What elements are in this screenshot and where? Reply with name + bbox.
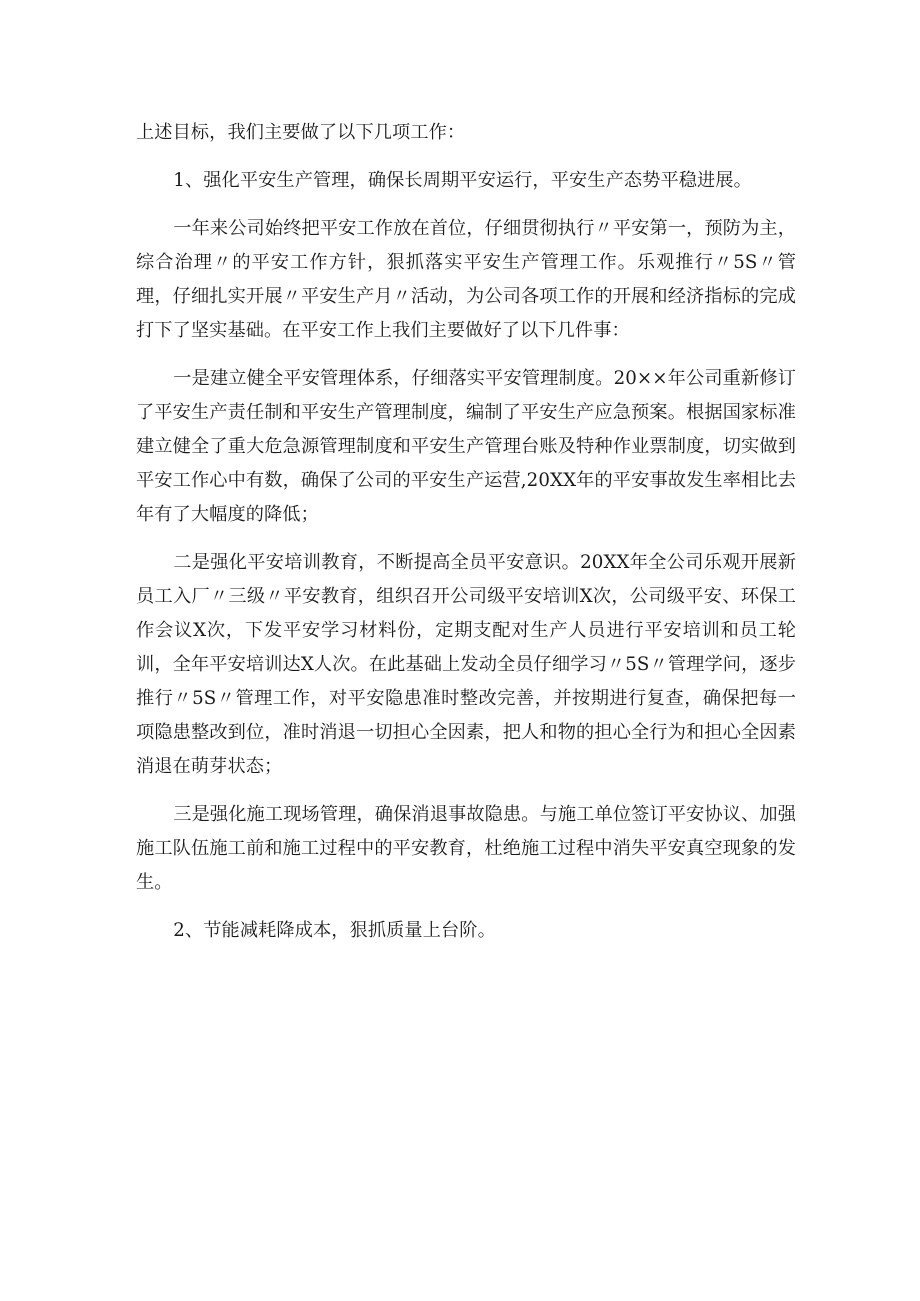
section-heading-2: 2、节能减耗降成本，狠抓质量上台阶。 bbox=[173, 920, 496, 941]
body-paragraph: 三是强化施工现场管理，确保消退事故隐患。与施工单位签订平安协议、加强施工队伍施工前和施工过程中的平安教育，杜绝施工过程中消失平安真空现象的发生。 bbox=[136, 804, 796, 893]
body-paragraph: 一年来公司始终把平安工作放在首位，仔细贯彻执行〃平安第一，预防为主，综合治理〃的平安工作方针，狠抓落实平安生产管理工作。乐观推行〃5S〃管理，仔细扎实开展〃平安生产月〃活动，为公司各项工作的开展和经济指标的完成打下了坚实基础。在平安工作上我们主要做好了以下几件事： bbox=[136, 218, 796, 341]
section-heading-1: 1、强化平安生产管理，确保长周期平安运行，平安生产态势平稳进展。 bbox=[173, 170, 752, 191]
intro-paragraph: 上述目标，我们主要做了以下几项工作： bbox=[136, 122, 466, 143]
document-body bbox=[136, 116, 796, 948]
body-paragraph: 一是建立健全平安管理体系，仔细落实平安管理制度。20××年公司重新修订了平安生产责任制和平安生产管理制度，编制了平安生产应急预案。根据国家标准建立健全了重大危急源管理制度和平安生产管理台账及特种作业票制度，切实做到平安工作心中有数，确保了公司的平安生产运营,20XX年的平安事故发生率相比去年有了大幅度的降低； bbox=[136, 368, 796, 525]
body-paragraph: 二是强化平安培训教育，不断提高全员平安意识。20XX年全公司乐观开展新员工入厂〃三级〃平安教育，组织召开公司级平安培训X次，公司级平安、环保工作会议X次，下发平安学习材料份，定期支配对生产人员进行平安培训和员工轮训，全年平安培训达X人次。在此基础上发动全员仔细学习〃5S〃管理学问，逐步推行〃5S〃管理工作，对平安隐患准时整改完善，并按期进行复查，确保把每一项隐患整改到位，准时消退一切担心全因素，把人和物的担心全行为和担心全因素消退在萌芽状态； bbox=[136, 552, 796, 777]
